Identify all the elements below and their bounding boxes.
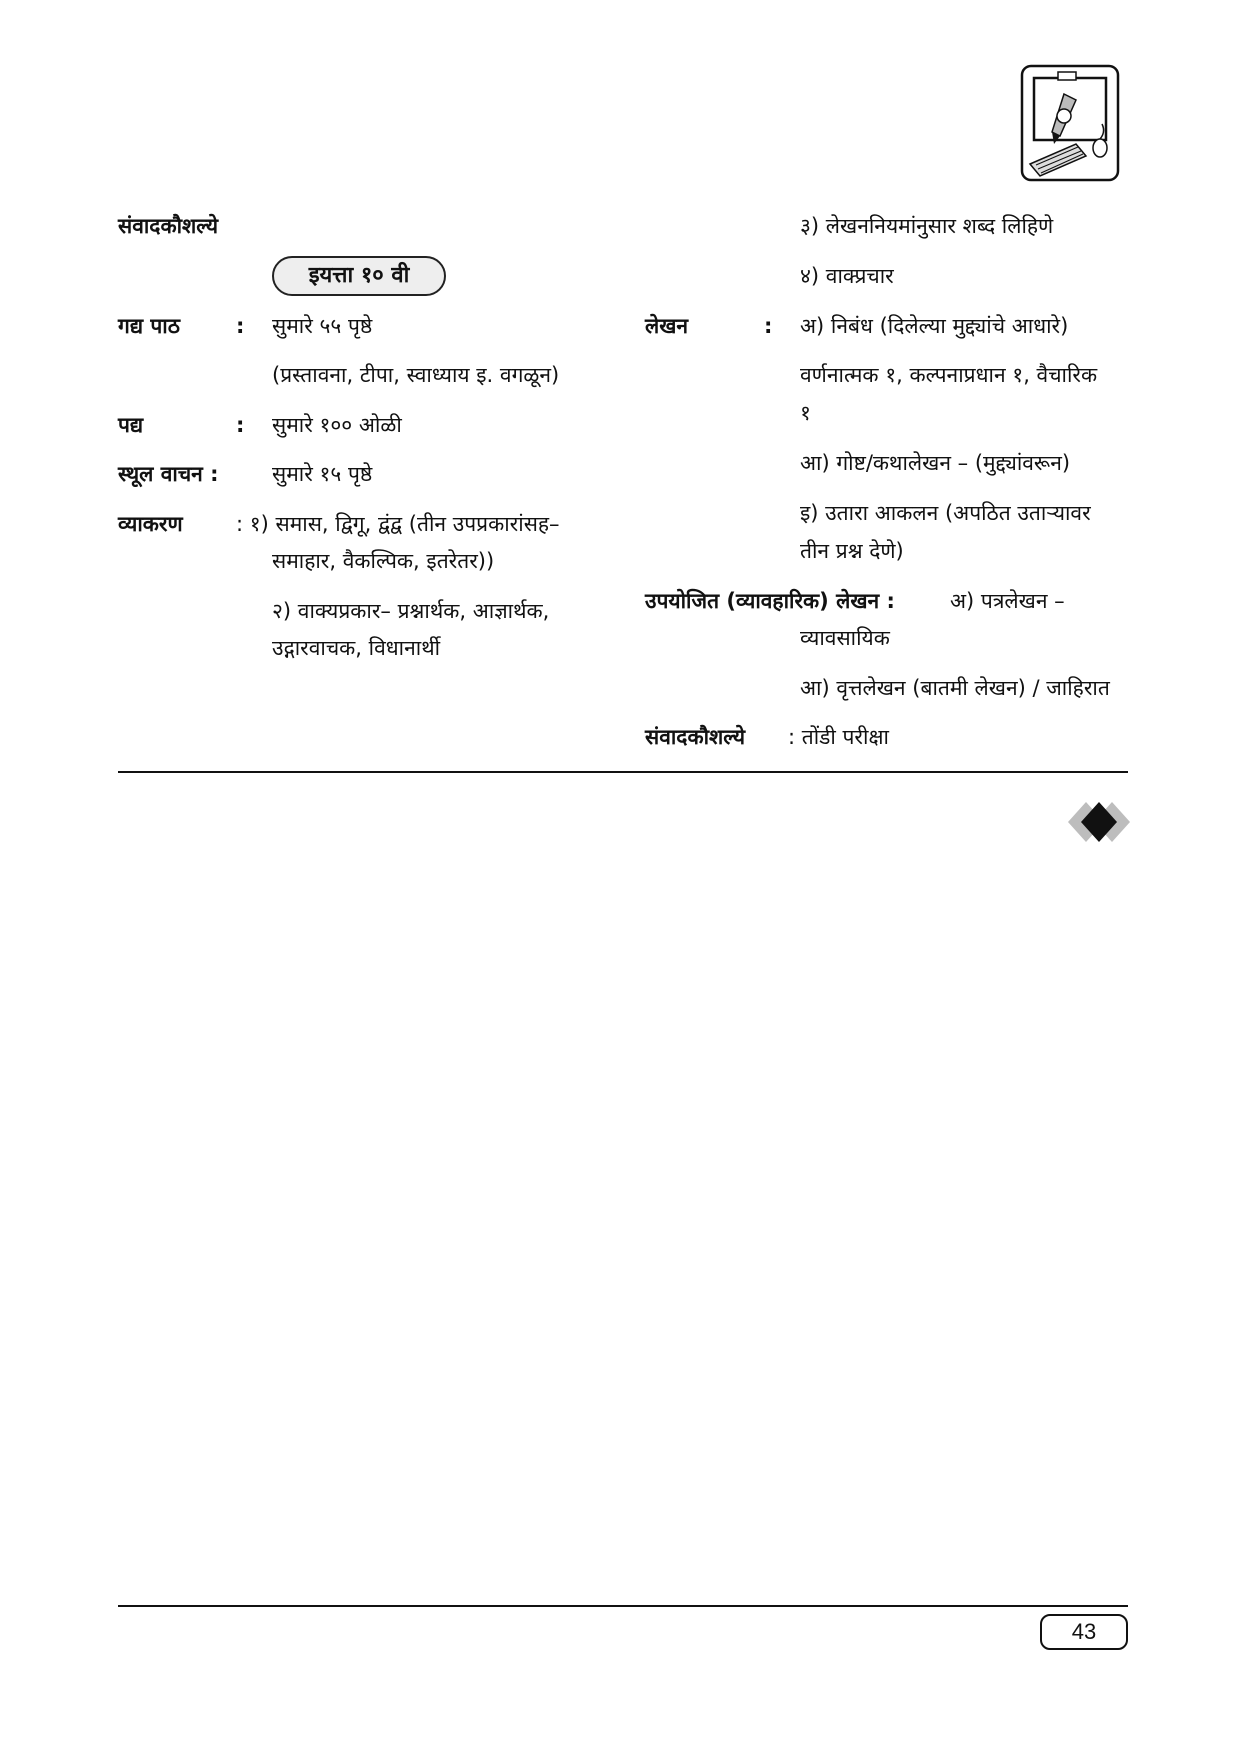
gadya-colon: : bbox=[236, 314, 245, 338]
gadya-label: गद्य पाठ bbox=[118, 314, 180, 338]
item-4: ४) वाक्प्रचार bbox=[800, 264, 894, 288]
section-heading: संवादकौशल्ये bbox=[118, 214, 219, 238]
computer-drawing-icon bbox=[1020, 64, 1120, 182]
page-number: 43 bbox=[1040, 1614, 1128, 1650]
section-divider bbox=[118, 771, 1128, 773]
sthul-label: स्थूल वाचन : bbox=[118, 462, 219, 486]
nibandh: अ) निबंध (दिलेल्या मुद्द्यांचे आधारे) bbox=[800, 314, 1069, 338]
samvad-value: : तोंडी परीक्षा bbox=[788, 725, 889, 749]
nibandh-types-line2: १ bbox=[800, 401, 811, 425]
goshta: आ) गोष्ट/कथालेखन – (मुद्द्यांवरून) bbox=[800, 451, 1071, 475]
vyakaran-item-2-line1: २) वाक्यप्रकार– प्रश्नार्थक, आज्ञार्थक, bbox=[272, 599, 550, 623]
item-3: ३) लेखननियमांनुसार शब्द लिहिणे bbox=[800, 214, 1054, 238]
samvad-label: संवादकौशल्ये bbox=[645, 725, 746, 749]
gadya-value: सुमारे ५५ पृष्ठे bbox=[272, 314, 373, 338]
utara-line1: इ) उतारा आकलन (अपठित उताऱ्यावर bbox=[800, 501, 1091, 525]
upayojit-label: उपयोजित (व्यावहारिक) लेखन : bbox=[645, 589, 895, 613]
vyakaran-label: व्याकरण bbox=[118, 512, 183, 536]
vyakaran-item-1-line2: समाहार, वैकल्पिक, इतरेतर)) bbox=[272, 549, 495, 573]
upayojit-value: अ) पत्रलेखन – bbox=[950, 589, 1065, 613]
vrutta: आ) वृत्तलेखन (बातमी लेखन) / जाहिरात bbox=[800, 676, 1110, 700]
nibandh-types-line1: वर्णनात्मक १, कल्पनाप्रधान १, वैचारिक bbox=[800, 363, 1098, 387]
padya-colon: : bbox=[236, 413, 245, 437]
lekhan-label: लेखन bbox=[645, 314, 689, 338]
lekhan-colon: : bbox=[764, 314, 773, 338]
vyakaran-item-1-line1: : १) समास, द्विगू, द्वंद्व (तीन उपप्रकारांसह– bbox=[236, 512, 560, 536]
footer-divider bbox=[118, 1605, 1128, 1607]
utara-line2: तीन प्रश्न देणे) bbox=[800, 539, 904, 563]
padya-value: सुमारे १०० ओळी bbox=[272, 413, 402, 437]
diamond-ornament-icon bbox=[1068, 800, 1130, 844]
upayojit-type: व्यावसायिक bbox=[800, 626, 890, 650]
gadya-note: (प्रस्तावना, टीपा, स्वाध्याय इ. वगळून) bbox=[272, 363, 560, 387]
padya-label: पद्य bbox=[118, 413, 144, 437]
class-badge: इयत्ता १० वी bbox=[272, 256, 446, 296]
sthul-value: सुमारे १५ पृष्ठे bbox=[272, 462, 373, 486]
vyakaran-item-2-line2: उद्गारवाचक, विधानार्थी bbox=[272, 636, 441, 660]
